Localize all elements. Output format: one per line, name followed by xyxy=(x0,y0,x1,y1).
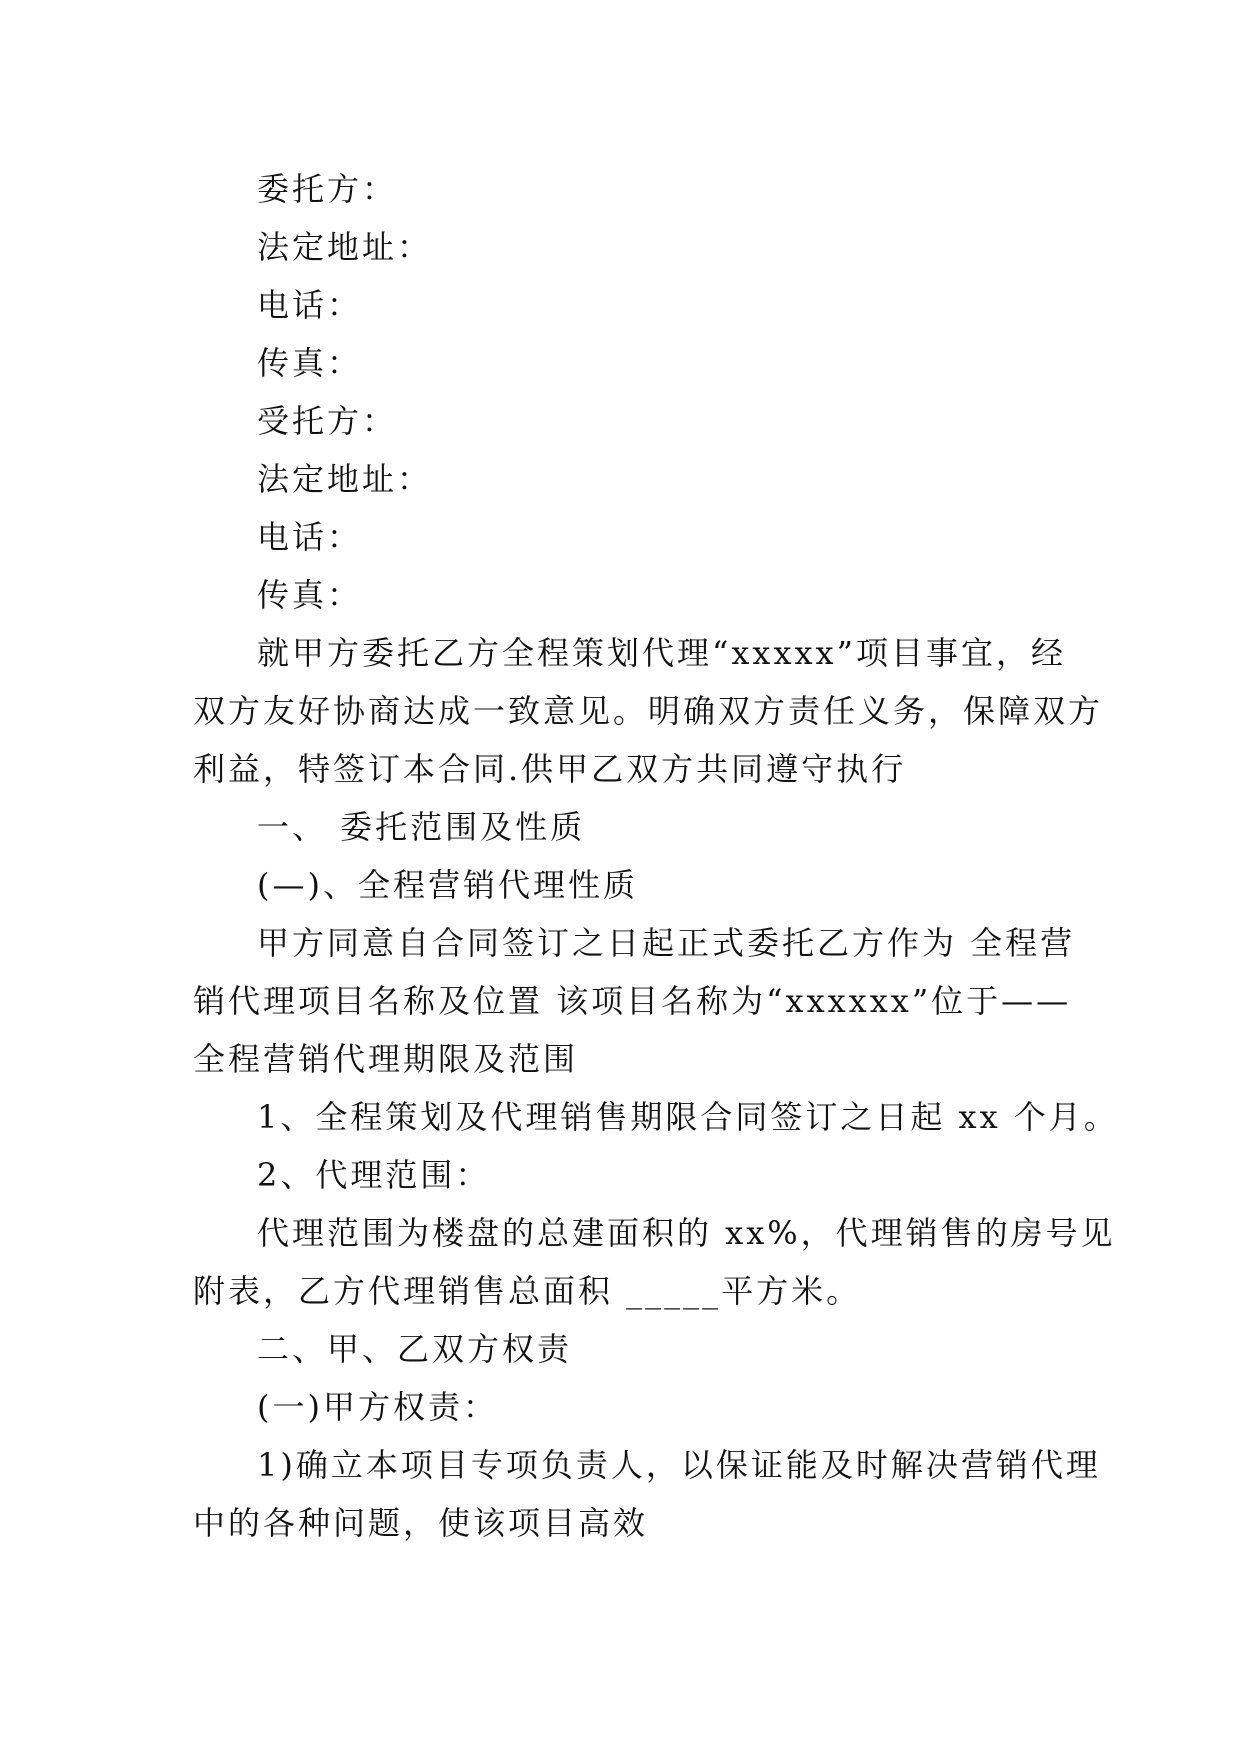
section-2-title: 二、甲、乙双方权责 xyxy=(257,1330,573,1368)
agent-phone-label: 电话： xyxy=(257,518,363,556)
section-1-title: 一、 委托范围及性质 xyxy=(257,808,586,846)
section-1-line: 甲方同意自合同签订之日起正式委托乙方作为 全程营 xyxy=(257,924,1076,962)
duty-1-paragraph xyxy=(193,1436,1101,1552)
duty-1-line: 中的各种问题，使该项目高效 xyxy=(193,1504,649,1542)
intro-paragraph xyxy=(193,624,1104,798)
intro-line: 利益，特签订本合同.供甲乙双方共同遵守执行 xyxy=(193,750,907,788)
client-fax-label: 传真： xyxy=(257,344,363,382)
client-label: 委托方： xyxy=(257,170,398,208)
intro-line: 就甲方委托乙方全程策划代理“xxxxx”项目事宜，经 xyxy=(257,634,1066,672)
section-1-line: 销代理项目名称及位置 该项目名称为“xxxxxx”位于—— xyxy=(193,982,1072,1020)
duty-1-line: 1)确立本项目专项负责人，以保证能及时解决营销代理 xyxy=(257,1446,1101,1484)
section-2-subtitle: (一)甲方权责： xyxy=(257,1388,498,1426)
client-address-label: 法定地址： xyxy=(257,228,433,266)
agent-label: 受托方： xyxy=(257,402,398,440)
intro-line: 双方友好协商达成一致意见。明确双方责任义务，保障双方 xyxy=(193,692,1104,730)
item-1-term: 1、全程策划及代理销售期限合同签订之日起 xx 个月。 xyxy=(257,1098,1119,1136)
item-2-scope: 2、代理范围： xyxy=(257,1156,491,1194)
scope-line: 附表，乙方代理销售总面积 _____平方米。 xyxy=(193,1272,862,1310)
client-phone-label: 电话： xyxy=(257,286,363,324)
section-1-paragraph xyxy=(193,914,1076,1088)
scope-line: 代理范围为楼盘的总建面积的 xx%，代理销售的房号见 xyxy=(257,1214,1116,1252)
document-body xyxy=(193,160,1119,1552)
section-1-subtitle: (—)、全程营销代理性质 xyxy=(257,866,638,904)
agent-fax-label: 传真： xyxy=(257,576,363,614)
agent-address-label: 法定地址： xyxy=(257,460,433,498)
section-1-line: 全程营销代理期限及范围 xyxy=(193,1040,579,1078)
scope-paragraph xyxy=(193,1204,1116,1320)
